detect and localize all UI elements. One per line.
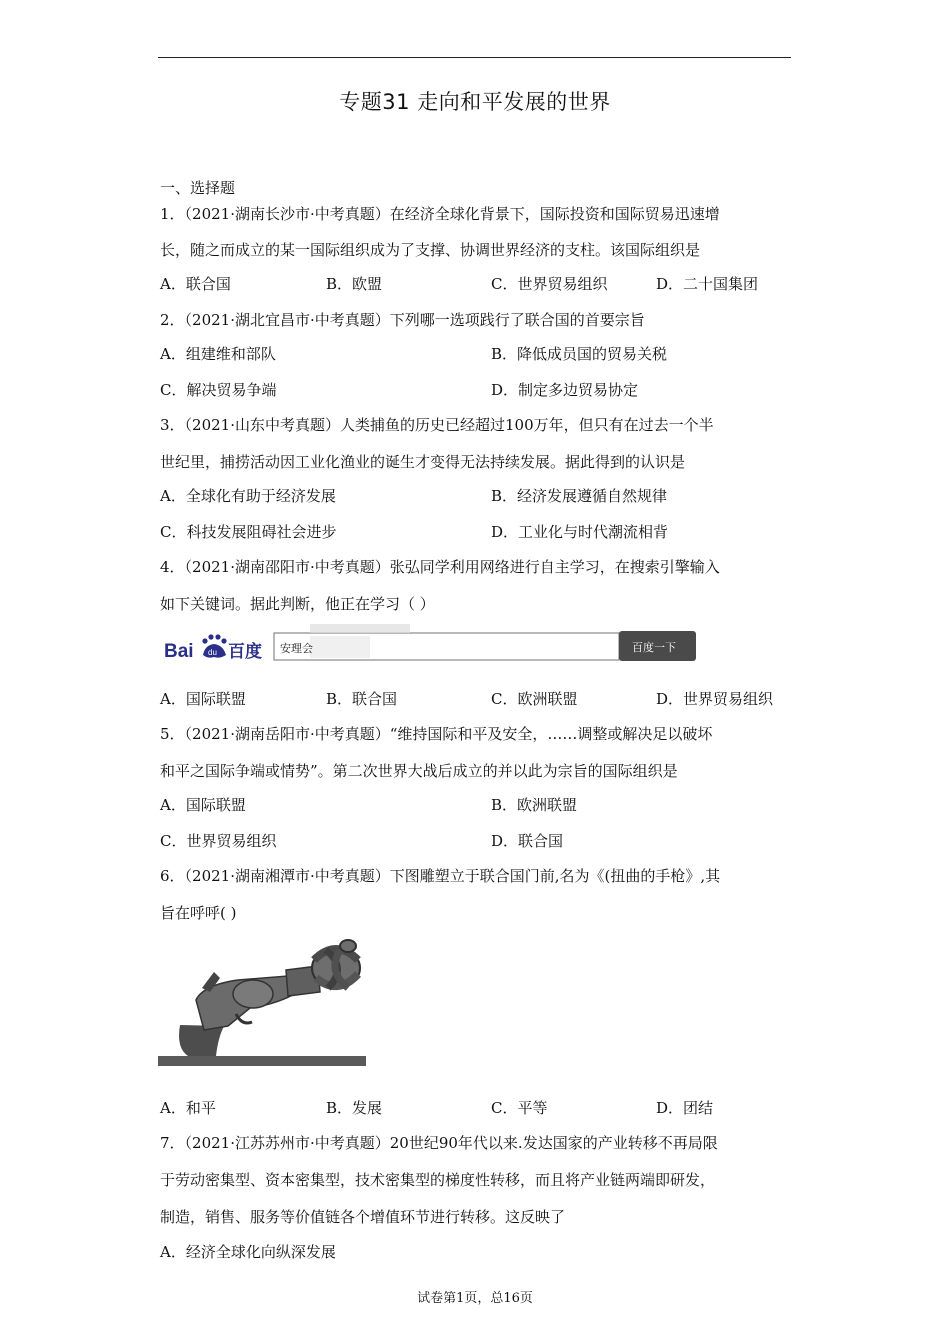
q6-option-b: B．发展 [326,1099,383,1117]
q2-option-c: C．解决贸易争端 [160,381,277,399]
q2-option-d: D．制定多边贸易协定 [491,381,639,399]
q6-line1: 6．（2021·湖南湘潭市·中考真题）下图雕塑立于联合国门前,名为《(扭曲的手枪》,其 [160,867,721,885]
search-query: 安理会 [280,642,313,655]
knotted-gun-graphic [158,930,366,1068]
q4-option-d: D．世界贸易组织 [656,690,774,708]
page-title: 专题31 走向和平发展的世界 [339,90,611,114]
q7-line2: 于劳动密集型、资本密集型，技术密集型的梯度性转移，而且将产业链两端即研发， [160,1171,716,1189]
q3-option-c: C．科技发展阻碍社会进步 [160,523,337,541]
q1-option-b: B．欧盟 [326,275,383,293]
q3-option-b: B．经济发展遵循自然规律 [491,487,668,505]
q5-option-b: B．欧洲联盟 [491,796,578,814]
q7-line1: 7．（2021·江苏苏州市·中考真题）20世纪90年代以来.发达国家的产业转移不再局限 [160,1134,718,1152]
q1-option-d: D．二十国集团 [656,275,759,293]
baidu-search-screenshot [160,624,697,668]
baidu-logo-cn: 百度 [228,642,262,662]
q4-option-c: C．欧洲联盟 [491,690,578,708]
q2-option-b: B．降低成员国的贸易关税 [491,345,668,363]
q4-line1: 4．（2021·湖南邵阳市·中考真题）张弘同学利用网络进行自主学习，在搜索引擎输入 [160,558,720,576]
q3-option-d: D．工业化与时代潮流相背 [491,523,669,541]
baidu-search-graphic [160,624,697,668]
q2-line1: 2．（2021·湖北宜昌市·中考真题）下列哪一选项践行了联合国的首要宗旨 [160,311,645,329]
q6-option-d: D．团结 [656,1099,714,1117]
search-button-label: 百度一下 [632,641,676,654]
q5-option-c: C．世界贸易组织 [160,832,277,850]
q3-option-a: A．全球化有助于经济发展 [160,487,336,505]
q3-line1: 3．（2021·山东中考真题）人类捕鱼的历史已经超过100万年，但只有在过去一个半 [160,416,714,434]
q6-option-a: A．和平 [160,1099,216,1117]
q1-line2: 长，随之而成立的某一国际组织成为了支撑、协调世界经济的支柱。该国际组织是 [160,241,701,259]
q7-line3: 制造，销售、服务等价值链各个增值环节进行转移。这反映了 [160,1208,566,1226]
q4-option-a: A．国际联盟 [160,690,246,708]
q1-option-c: C．世界贸易组织 [491,275,608,293]
q1-line1: 1．（2021·湖南长沙市·中考真题）在经济全球化背景下，国际投资和国际贸易迅速增 [160,205,720,223]
q4-option-b: B．联合国 [326,690,398,708]
q3-line2: 世纪里，捕捞活动因工业化渔业的诞生才变得无法持续发展。据此得到的认识是 [160,453,686,471]
header-rule [158,57,791,58]
q5-line2: 和平之国际争端或情势”。第二次世界大战后成立的并以此为宗旨的国际组织是 [160,762,678,780]
q1-option-a: A．联合国 [160,275,231,293]
section-heading: 一、选择题 [160,179,236,197]
svg-text:du: du [208,648,217,657]
q5-option-a: A．国际联盟 [160,796,246,814]
q6-line2: 旨在呼呼( ) [160,904,237,922]
knotted-gun-sculpture-image [158,930,366,1068]
q2-option-a: A．组建维和部队 [160,345,276,363]
q6-option-c: C．平等 [491,1099,548,1117]
baidu-logo-text: Bai [164,641,194,662]
q7-option-a: A．经济全球化向纵深发展 [160,1243,336,1261]
q4-line2: 如下关键词。据此判断，他正在学习（ ） [160,595,435,613]
q5-line1: 5．（2021·湖南岳阳市·中考真题）“维持国际和平及安全，……调整或解决足以破坏 [160,725,713,743]
page-footer: 试卷第1页，总16页 [417,1291,533,1306]
q5-option-d: D．联合国 [491,832,564,850]
